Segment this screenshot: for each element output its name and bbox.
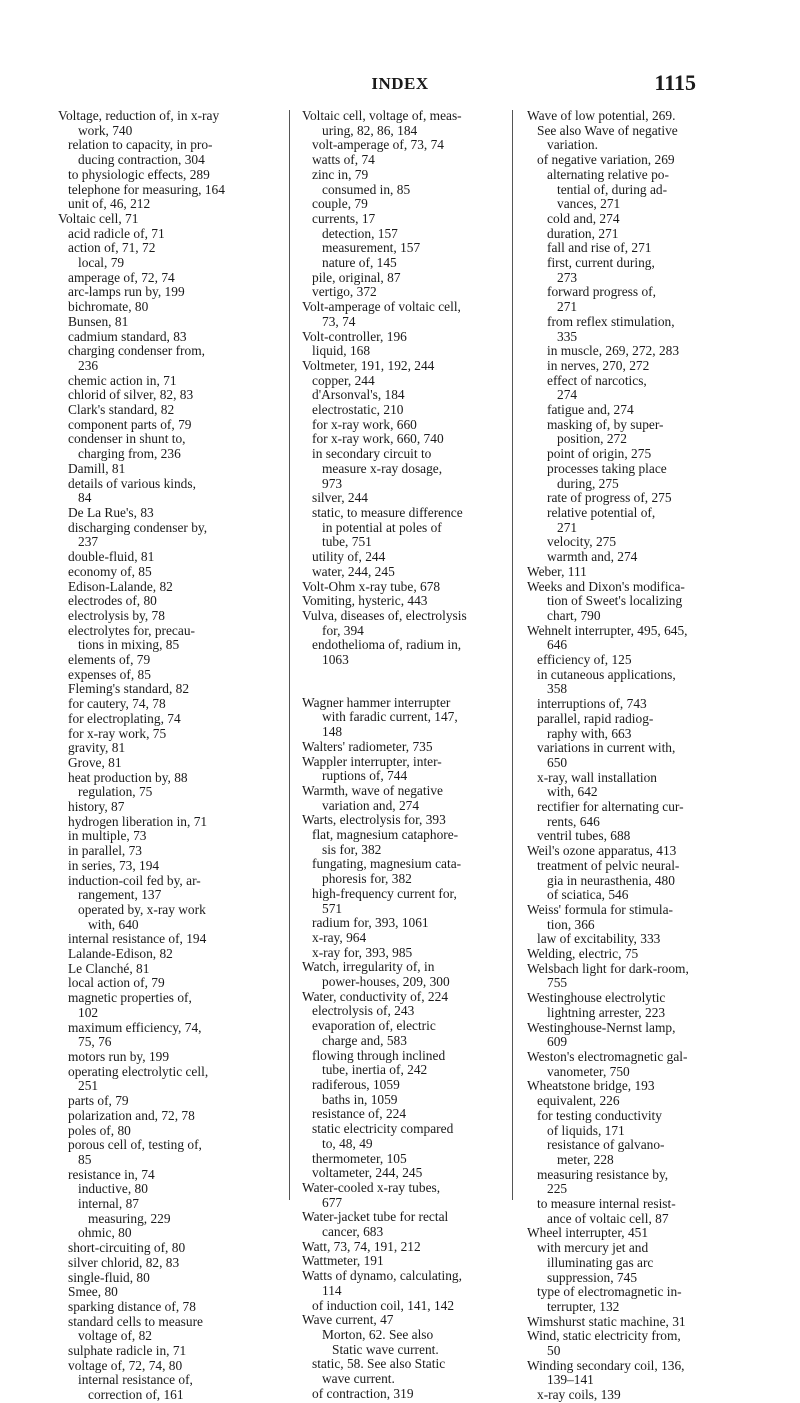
- index-subentry: heat production by, 88: [68, 769, 188, 785]
- index-subentry: details of various kinds,: [68, 475, 196, 491]
- index-subentry: first, current during,: [547, 255, 655, 271]
- index-subentry: radium for, 393, 1061: [312, 915, 429, 931]
- index-subentry: amperage of, 72, 74: [68, 269, 175, 285]
- index-subentry: internal resistance of, 194: [68, 931, 207, 947]
- index-subentry: 271: [557, 299, 578, 315]
- index-subentry: Damill, 81: [68, 460, 126, 476]
- index-subentry: ance of voltaic cell, 87: [547, 1210, 669, 1226]
- section-gap: [302, 668, 497, 682]
- index-subentry: action of, 71, 72: [68, 240, 156, 256]
- index-subentry: 102: [78, 1004, 99, 1020]
- index-subentry: Static wave current.: [332, 1341, 439, 1357]
- index-entry: Wheel interrupter, 451: [527, 1225, 649, 1241]
- index-subentry: Le Clanché, 81: [68, 960, 150, 976]
- index-subentry: water, 244, 245: [312, 563, 395, 579]
- index-subentry: electrodes of, 80: [68, 593, 157, 609]
- index-subentry: double-fluid, 81: [68, 549, 155, 565]
- index-subentry: with mercury jet and: [537, 1240, 649, 1256]
- index-subentry: silver, 244: [312, 490, 368, 506]
- index-entry: Wagner hammer interrupter: [302, 694, 451, 710]
- index-subentry: 335: [557, 328, 578, 344]
- index-entry: Voltaic cell, voltage of, meas-: [302, 108, 462, 123]
- index-subentry: condenser in shunt to,: [68, 431, 186, 447]
- index-entry: Water-cooled x-ray tubes,: [302, 1179, 441, 1195]
- page-title: INDEX: [371, 74, 429, 93]
- index-entry: Voltmeter, 191, 192, 244: [302, 357, 435, 373]
- index-subentry: 84: [78, 490, 92, 506]
- index-entry: Wind, static electricity from,: [527, 1328, 681, 1344]
- index-subentry: Smee, 80: [68, 1284, 118, 1300]
- index-subentry: sis for, 382: [322, 841, 382, 857]
- index-subentry: of sciatica, 546: [547, 887, 629, 903]
- index-subentry: liquid, 168: [312, 343, 371, 359]
- index-entry: Watch, irregularity of, in: [302, 959, 435, 975]
- index-subentry: currents, 17: [312, 210, 376, 226]
- index-subentry: Fleming's standard, 82: [68, 681, 190, 697]
- index-subentry: motors run by, 199: [68, 1049, 170, 1064]
- index-entry: Weil's ozone apparatus, 413: [527, 843, 677, 859]
- index-subentry: ducing contraction, 304: [78, 152, 205, 168]
- index-subentry: evaporation of, electric: [312, 1018, 436, 1034]
- index-subentry: velocity, 275: [547, 534, 617, 550]
- index-subentry: 650: [547, 754, 568, 770]
- index-subentry: 251: [78, 1078, 99, 1094]
- index-entry: Wimshurst static machine, 31: [527, 1313, 686, 1329]
- index-entry: Weiss' formula for stimula-: [527, 901, 673, 917]
- index-subentry: in nerves, 270, 272: [547, 357, 650, 373]
- index-subentry: phoresis for, 382: [322, 871, 412, 887]
- index-subentry: charging from, 236: [78, 446, 181, 462]
- index-subentry: volt-amperage of, 73, 74: [312, 137, 445, 153]
- index-subentry: with, 640: [88, 916, 139, 932]
- index-subentry: chlorid of silver, 82, 83: [68, 387, 194, 403]
- index-subentry: static electricity compared: [312, 1121, 454, 1137]
- index-subentry: 73, 74: [322, 313, 356, 329]
- index-subentry: in parallel, 73: [68, 843, 142, 859]
- index-entry: Wehnelt interrupter, 495, 645,: [527, 622, 688, 638]
- index-subentry: local action of, 79: [68, 975, 165, 991]
- index-subentry: 571: [322, 900, 343, 916]
- index-subentry: fall and rise of, 271: [547, 240, 652, 256]
- index-entry: Volt-controller, 196: [302, 328, 407, 344]
- index-subentry: hydrogen liberation in, 71: [68, 813, 208, 829]
- index-subentry: 50: [547, 1343, 561, 1359]
- index-entry: Voltaic cell, 71: [58, 210, 139, 226]
- index-subentry: x-ray, 964: [312, 929, 367, 945]
- index-subentry: tions in mixing, 85: [78, 637, 180, 653]
- index-subentry: voltage of, 82: [78, 1328, 153, 1344]
- index-entry: Vulva, diseases of, electrolysis: [302, 607, 467, 623]
- index-subentry: detection, 157: [322, 225, 398, 241]
- index-subentry: copper, 244: [312, 372, 375, 388]
- index-subentry: parts of, 79: [68, 1093, 129, 1109]
- index-subentry: measure x-ray dosage,: [322, 460, 443, 476]
- index-subentry: tion, 366: [547, 916, 595, 932]
- index-subentry: alternating relative po-: [547, 166, 669, 182]
- index-subentry: lightning arrester, 223: [547, 1004, 666, 1020]
- index-entry: Welsbach light for dark-room,: [527, 960, 689, 976]
- index-subentry: cancer, 683: [322, 1224, 384, 1240]
- section-gap: [302, 682, 497, 696]
- index-subentry: for cautery, 74, 78: [68, 696, 166, 712]
- index-subentry: 274: [557, 387, 578, 403]
- index-subentry: discharging condenser by,: [68, 519, 208, 535]
- index-subentry: uring, 82, 86, 184: [322, 122, 418, 138]
- index-subentry: of contraction, 319: [312, 1385, 414, 1401]
- index-subentry: economy of, 85: [68, 563, 152, 579]
- index-entry: Wave of low potential, 269.: [527, 108, 676, 123]
- index-subentry: tube, inertia of, 242: [322, 1062, 428, 1078]
- index-subentry: voltameter, 244, 245: [312, 1165, 423, 1181]
- index-column-1: [58, 109, 263, 1403]
- index-subentry: of negative variation, 269: [537, 152, 675, 168]
- index-entry: Wave current, 47: [302, 1312, 394, 1328]
- index-subentry: gia in neurasthenia, 480: [547, 872, 675, 888]
- index-subentry: for, 394: [322, 622, 364, 638]
- index-subentry: efficiency of, 125: [537, 652, 632, 668]
- index-subentry: poles of, 80: [68, 1122, 131, 1138]
- index-subentry: of induction coil, 141, 142: [312, 1297, 455, 1313]
- index-entry: Watts of dynamo, calculating,: [302, 1268, 462, 1284]
- index-subentry: to physiologic effects, 289: [68, 166, 210, 182]
- index-subentry: Morton, 62. See also: [322, 1326, 434, 1342]
- index-subentry: type of electromagnetic in-: [537, 1284, 682, 1300]
- index-subentry: elements of, 79: [68, 652, 151, 668]
- index-subentry: effect of narcotics,: [547, 372, 647, 388]
- index-subentry: 1063: [322, 652, 349, 668]
- index-entry: Water, conductivity of, 224: [302, 988, 449, 1004]
- index-subentry: rate of progress of, 275: [547, 490, 672, 506]
- index-subentry: electrolytes for, precau-: [68, 622, 195, 638]
- index-subentry: Lalande-Edison, 82: [68, 946, 173, 962]
- index-subentry: baths in, 1059: [322, 1091, 398, 1107]
- index-subentry: ohmic, 80: [78, 1225, 132, 1241]
- index-subentry: consumed in, 85: [322, 181, 411, 197]
- index-entry: Walters' radiometer, 735: [302, 738, 433, 754]
- index-subentry: 148: [322, 724, 343, 740]
- index-subentry: single-fluid, 80: [68, 1269, 150, 1285]
- index-subentry: in multiple, 73: [68, 828, 147, 844]
- index-subentry: in cutaneous applications,: [537, 666, 676, 682]
- index-subentry: x-ray for, 393, 985: [312, 944, 413, 960]
- index-subentry: x-ray, wall installation: [537, 769, 657, 785]
- index-subentry: work, 740: [78, 122, 133, 138]
- index-subentry: d'Arsonval's, 184: [312, 387, 405, 403]
- index-subentry: correction of, 161: [88, 1387, 184, 1403]
- index-subentry: nature of, 145: [322, 255, 397, 271]
- index-subentry: for electroplating, 74: [68, 710, 181, 726]
- index-subentry: voltage of, 72, 74, 80: [68, 1357, 183, 1373]
- index-subentry: high-frequency current for,: [312, 885, 457, 901]
- index-subentry: fungating, magnesium cata-: [312, 856, 462, 872]
- index-subentry: cadmium standard, 83: [68, 328, 187, 344]
- index-entry: Volt-Ohm x-ray tube, 678: [302, 578, 441, 594]
- index-subentry: meter, 228: [557, 1151, 614, 1167]
- index-subentry: measuring resistance by,: [537, 1166, 669, 1182]
- index-subentry: Clark's standard, 82: [68, 402, 175, 418]
- index-subentry: relative potential of,: [547, 504, 656, 520]
- index-subentry: pile, original, 87: [312, 269, 401, 285]
- index-subentry: acid radicle of, 71: [68, 225, 165, 241]
- index-subentry: interruptions of, 743: [537, 696, 647, 712]
- index-subentry: for x-ray work, 660, 740: [312, 431, 444, 447]
- index-subentry: chemic action in, 71: [68, 372, 177, 388]
- index-subentry: Grove, 81: [68, 754, 122, 770]
- index-subentry: power-houses, 209, 300: [322, 974, 450, 990]
- index-subentry: position, 272: [557, 431, 627, 447]
- index-subentry: history, 87: [68, 799, 125, 815]
- index-subentry: 609: [547, 1034, 568, 1050]
- index-subentry: suppression, 745: [547, 1269, 638, 1285]
- index-subentry: sparking distance of, 78: [68, 1298, 196, 1314]
- index-subentry: telephone for measuring, 164: [68, 181, 225, 197]
- index-subentry: terrupter, 132: [547, 1298, 620, 1314]
- index-subentry: sulphate radicle in, 71: [68, 1343, 187, 1359]
- index-subentry: couple, 79: [312, 196, 368, 212]
- index-subentry: arc-lamps run by, 199: [68, 284, 185, 300]
- index-subentry: wave current.: [322, 1371, 395, 1387]
- index-subentry: masking of, by super-: [547, 416, 664, 432]
- index-subentry: electrostatic, 210: [312, 402, 404, 418]
- index-subentry: 85: [78, 1151, 92, 1167]
- index-subentry: induction-coil fed by, ar-: [68, 872, 201, 888]
- index-entry: Watt, 73, 74, 191, 212: [302, 1238, 421, 1254]
- index-subentry: fatigue and, 274: [547, 402, 634, 418]
- index-entry: Weston's electromagnetic gal-: [527, 1049, 688, 1064]
- index-subentry: 114: [322, 1282, 342, 1298]
- index-subentry: maximum efficiency, 74,: [68, 1019, 202, 1035]
- index-entry: Winding secondary coil, 136,: [527, 1357, 685, 1373]
- index-subentry: measuring, 229: [88, 1210, 171, 1226]
- index-entry: Volt-amperage of voltaic cell,: [302, 299, 461, 315]
- index-entry: Weeks and Dixon's modifica-: [527, 578, 685, 594]
- index-subentry: regulation, 75: [78, 784, 153, 800]
- index-column-2: [302, 109, 497, 1401]
- index-subentry: expenses of, 85: [68, 666, 151, 682]
- index-subentry: 237: [78, 534, 99, 550]
- index-subentry: duration, 271: [547, 225, 619, 241]
- index-subentry: rectifier for alternating cur-: [537, 799, 684, 815]
- index-subentry: static, 58. See also Static: [312, 1356, 446, 1372]
- index-subentry: to, 48, 49: [322, 1135, 373, 1151]
- index-subentry: for x-ray work, 75: [68, 725, 167, 741]
- index-subentry: bichromate, 80: [68, 299, 149, 315]
- index-subentry: electrolysis of, 243: [312, 1003, 415, 1019]
- page-header: [0, 70, 800, 98]
- index-subentry: from reflex stimulation,: [547, 313, 675, 329]
- index-subentry: point of origin, 275: [547, 446, 652, 462]
- index-subentry: unit of, 46, 212: [68, 196, 151, 212]
- index-subentry: x-ray coils, 139: [537, 1387, 621, 1403]
- index-subentry: resistance of, 224: [312, 1106, 407, 1122]
- index-subentry: polarization and, 72, 78: [68, 1107, 195, 1123]
- index-subentry: De La Rue's, 83: [68, 504, 154, 520]
- index-subentry: internal, 87: [78, 1196, 139, 1212]
- index-subentry: chart, 790: [547, 607, 601, 623]
- index-subentry: tion of Sweet's localizing: [547, 593, 683, 609]
- index-entry: Water-jacket tube for rectal: [302, 1209, 449, 1225]
- index-subentry: resistance of galvano-: [547, 1137, 665, 1153]
- index-subentry: short-circuiting of, 80: [68, 1240, 186, 1256]
- index-subentry: to measure internal resist-: [537, 1196, 676, 1212]
- index-subentry: standard cells to measure: [68, 1313, 203, 1329]
- index-subentry: variation.: [547, 137, 598, 153]
- index-subentry: in potential at poles of: [322, 519, 442, 535]
- index-entry: Voltage, reduction of, in x-ray: [58, 108, 220, 123]
- index-subentry: rents, 646: [547, 813, 600, 829]
- index-subentry: tube, 751: [322, 534, 372, 550]
- index-subentry: 225: [547, 1181, 568, 1197]
- index-subentry: variations in current with,: [537, 740, 676, 756]
- index-entry: Warmth, wave of negative: [302, 782, 443, 798]
- index-entry: Wheatstone bridge, 193: [527, 1078, 655, 1094]
- index-entry: Westinghouse electrolytic: [527, 990, 666, 1006]
- index-entry: Welding, electric, 75: [527, 946, 639, 962]
- index-subentry: tential of, during ad-: [557, 181, 668, 197]
- index-subentry: 75, 76: [78, 1034, 112, 1050]
- index-subentry: Bunsen, 81: [68, 313, 129, 329]
- index-subentry: 755: [547, 975, 568, 991]
- index-subentry: measurement, 157: [322, 240, 421, 256]
- index-subentry: endothelioma of, radium in,: [312, 637, 462, 653]
- index-subentry: forward progress of,: [547, 284, 656, 300]
- index-subentry: silver chlorid, 82, 83: [68, 1254, 180, 1270]
- index-subentry: 273: [557, 269, 578, 285]
- index-subentry: illuminating gas arc: [547, 1254, 654, 1270]
- index-subentry: 271: [557, 519, 578, 535]
- index-subentry: operating electrolytic cell,: [68, 1063, 209, 1079]
- index-subentry: cold and, 274: [547, 210, 620, 226]
- index-subentry: electrolysis by, 78: [68, 607, 165, 623]
- index-subentry: ventril tubes, 688: [537, 828, 631, 844]
- index-subentry: ruptions of, 744: [322, 768, 408, 784]
- index-subentry: 677: [322, 1194, 343, 1210]
- index-subentry: static, to measure difference: [312, 504, 463, 520]
- index-subentry: vances, 271: [557, 196, 621, 212]
- index-subentry: vertigo, 372: [312, 284, 377, 300]
- index-subentry: of liquids, 171: [547, 1122, 625, 1138]
- index-subentry: zinc in, 79: [312, 166, 369, 182]
- index-subentry: processes taking place: [547, 460, 667, 476]
- index-subentry: in secondary circuit to: [312, 446, 432, 462]
- index-entry: Wattmeter, 191: [302, 1253, 384, 1269]
- index-subentry: radiferous, 1059: [312, 1077, 400, 1092]
- index-subentry: warmth and, 274: [547, 549, 638, 565]
- index-subentry: See also Wave of negative: [537, 122, 678, 138]
- index-subentry: inductive, 80: [78, 1181, 148, 1197]
- index-subentry: charge and, 583: [322, 1032, 407, 1048]
- index-subentry: treatment of pelvic neural-: [537, 857, 680, 873]
- index-subentry: variation and, 274: [322, 797, 420, 813]
- index-entry: Vomiting, hysteric, 443: [302, 593, 428, 609]
- index-entry: Westinghouse-Nernst lamp,: [527, 1019, 676, 1035]
- index-subentry: operated by, x-ray work: [78, 901, 206, 917]
- index-subentry: parallel, rapid radiog-: [537, 710, 654, 726]
- index-subentry: component parts of, 79: [68, 416, 192, 432]
- index-subentry: magnetic properties of,: [68, 990, 192, 1006]
- index-subentry: for testing conductivity: [537, 1107, 662, 1123]
- index-subentry: with faradic current, 147,: [322, 709, 458, 725]
- index-entry: Weber, 111: [527, 563, 587, 579]
- index-subentry: Edison-Lalande, 82: [68, 578, 173, 594]
- index-subentry: local, 79: [78, 255, 125, 271]
- index-subentry: 973: [322, 475, 343, 491]
- index-subentry: gravity, 81: [68, 740, 126, 756]
- index-subentry: thermometer, 105: [312, 1150, 407, 1166]
- index-subentry: charging condenser from,: [68, 343, 205, 359]
- index-subentry: flowing through inclined: [312, 1047, 446, 1063]
- index-subentry: internal resistance of,: [78, 1372, 193, 1388]
- index-subentry: watts of, 74: [312, 152, 375, 168]
- column-divider: [289, 110, 290, 1200]
- index-subentry: law of excitability, 333: [537, 931, 661, 947]
- index-subentry: equivalent, 226: [537, 1093, 620, 1109]
- index-subentry: flat, magnesium cataphore-: [312, 827, 459, 843]
- index-subentry: in muscle, 269, 272, 283: [547, 343, 680, 359]
- index-subentry: during, 275: [557, 475, 619, 491]
- column-divider: [512, 110, 513, 1200]
- index-subentry: vanometer, 750: [547, 1063, 630, 1079]
- index-subentry: for x-ray work, 660: [312, 416, 417, 432]
- index-subentry: 358: [547, 681, 568, 697]
- index-subentry: with, 642: [547, 784, 598, 800]
- index-subentry: porous cell of, testing of,: [68, 1137, 202, 1153]
- index-subentry: 646: [547, 637, 568, 653]
- page-number: 1115: [654, 70, 696, 95]
- index-entry: Wappler interrupter, inter-: [302, 753, 442, 769]
- index-subentry: rangement, 137: [78, 887, 162, 903]
- index-column-3: [527, 109, 727, 1403]
- index-subentry: raphy with, 663: [547, 725, 632, 741]
- index-subentry: 236: [78, 357, 99, 373]
- index-entry: Warts, electrolysis for, 393: [302, 812, 446, 828]
- index-subentry: relation to capacity, in pro-: [68, 137, 213, 153]
- index-subentry: 139–141: [547, 1372, 594, 1388]
- index-subentry: utility of, 244: [312, 549, 386, 565]
- index-subentry: resistance in, 74: [68, 1166, 155, 1182]
- index-subentry: in series, 73, 194: [68, 857, 160, 873]
